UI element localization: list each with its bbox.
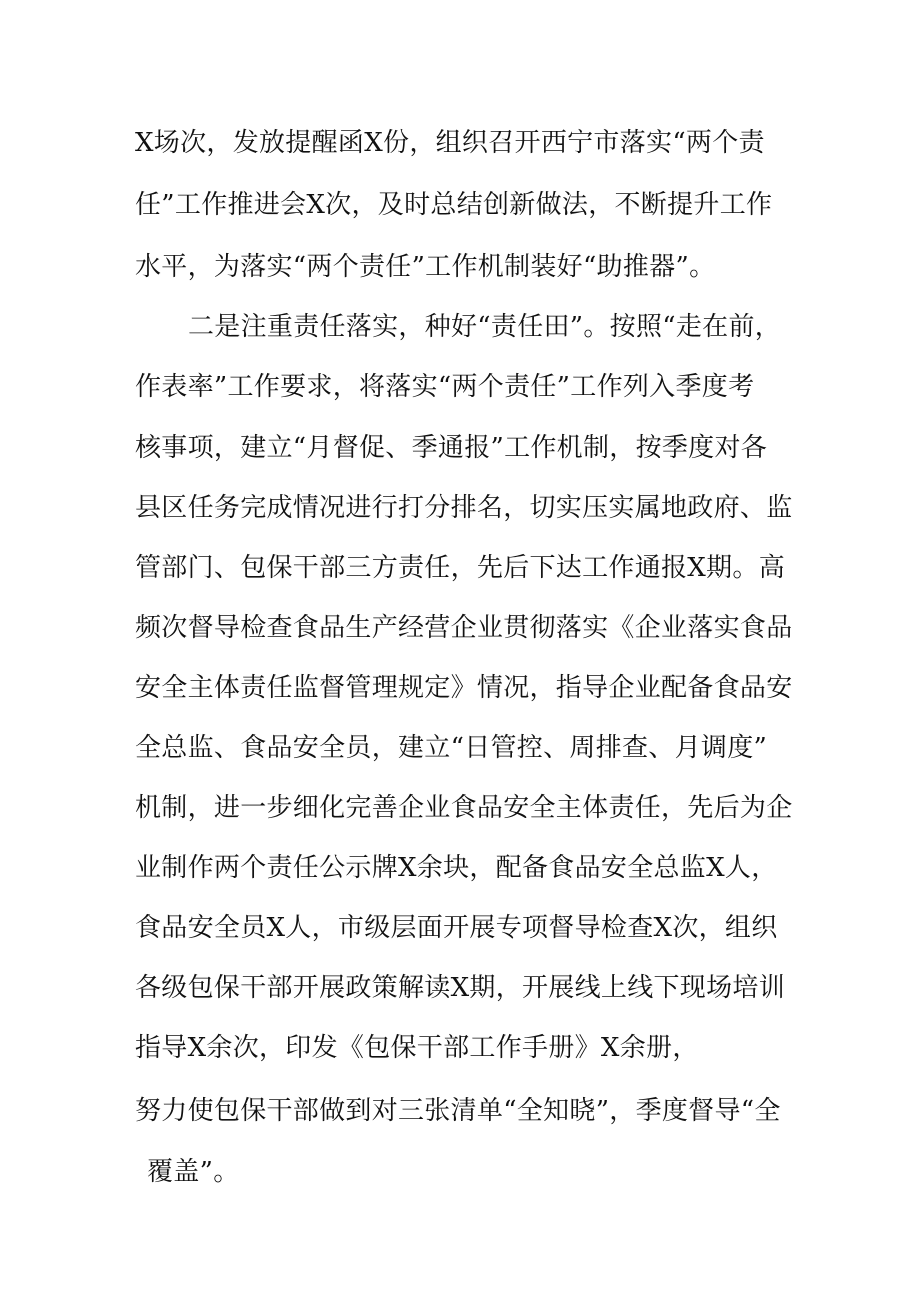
text-line: 任”工作推进会X次，及时总结创新做法，不断提升工作 (135, 190, 773, 220)
text-line: 管部门、包保干部三方责任，先后下达工作通报X期。高 (135, 553, 786, 583)
text-line: X场次，发放提醒函X份，组织召开西宁市落实“两个责 (135, 128, 765, 158)
text-line: 作表率”工作要求，将落实“两个责任”工作列入季度考 (135, 372, 755, 402)
text-line: 机制，进一步细化完善企业食品安全主体责任，先后为企 (135, 793, 793, 823)
text-line: 核事项，建立“月督促、季通报”工作机制，按季度对各 (135, 433, 768, 463)
text-line: 努力使包保干部做到对三张清单“全知晓”，季度督导“全 (135, 1096, 781, 1126)
text-line: 县区任务完成情况进行打分排名，切实压实属地政府、监 (135, 493, 793, 523)
text-line: 各级包保干部开展政策解读X期，开展线上线下现场培训 (135, 973, 786, 1003)
text-line: 覆盖”。 (147, 1157, 240, 1187)
text-line: 指导X余次，印发《包保干部工作手册》X余册， (135, 1033, 699, 1063)
text-line: 食品安全员X人，市级层面开展专项督导检查X次，组织 (135, 913, 778, 943)
paragraph-start-line: 二是注重责任落实，种好“责任田”。按照“走在前， (188, 312, 782, 342)
text-line: 安全主体责任监督管理规定》情况，指导企业配备食品安 (135, 673, 793, 703)
text-line: 水平，为落实“两个责任”工作机制装好“助推器”。 (135, 252, 716, 282)
text-line: 全总监、食品安全员，建立“日管控、周排查、月调度” (135, 733, 768, 763)
text-line: 业制作两个责任公示牌X余块，配备食品安全总监X人， (135, 853, 778, 883)
text-line: 频次督导检查食品生产经营企业贯彻落实《企业落实食品 (135, 613, 793, 643)
